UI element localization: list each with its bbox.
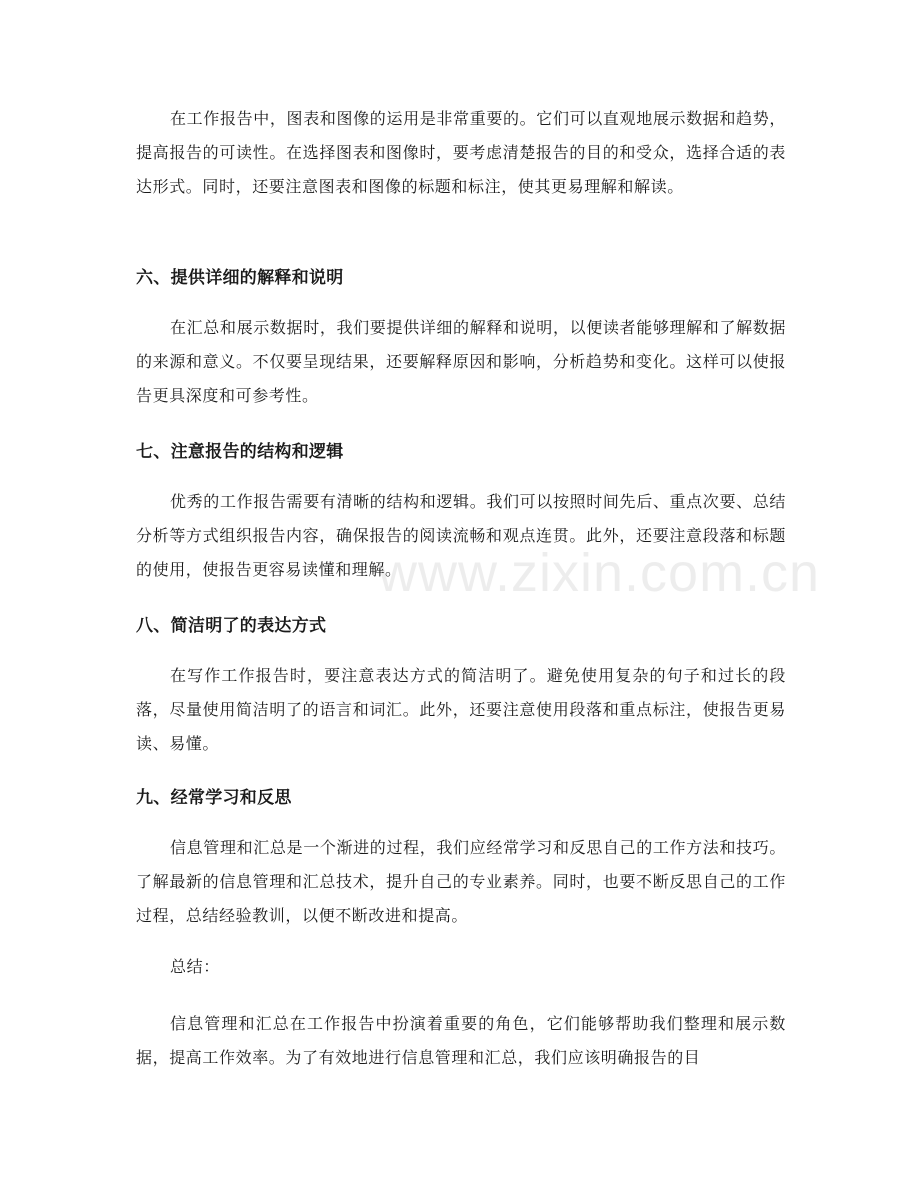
heading-text: 八、简洁明了的表达方式: [136, 616, 327, 636]
section-heading-7: [136, 440, 786, 464]
section-heading-8: [136, 614, 786, 638]
paragraph-text: 信息管理和汇总在工作报告中扮演着重要的角色，它们能够帮助我们整理和展示数据，提高工作效率。为了有效地进行信息管理和汇总，我们应该明确报告的目: [136, 1014, 786, 1067]
paragraph-text: 信息管理和汇总是一个渐进的过程，我们应经常学习和反思自己的工作方法和技巧。了解最新的信息管理和汇总技术，提升自己的专业素养。同时，也要不断反思自己的工作过程，总结经验教训，以便不断改进和提高。: [136, 838, 786, 925]
paragraph-text: 优秀的工作报告需要有清晰的结构和逻辑。我们可以按照时间先后、重点次要、总结分析等方式组织报告内容，确保报告的阅读流畅和观点连贯。此外，还要注意段落和标题的使用，使报告更容易读懂和理解。: [136, 492, 786, 579]
paragraph-text: 在工作报告中，图表和图像的运用是非常重要的。它们可以直观地展示数据和趋势，提高报告的可读性。在选择图表和图像时，要考虑清楚报告的目的和受众，选择合适的表达形式。同时，还要注意图表和图像的标题和标注，使其更易理解和解读。: [136, 109, 786, 196]
paragraph-text: 在汇总和展示数据时，我们要提供详细的解释和说明，以便读者能够理解和了解数据的来源和意义。不仅要呈现结果，还要解释原因和影响，分析趋势和变化。这样可以使报告更具深度和可参考性。: [136, 318, 786, 405]
paragraph-section-9: [136, 831, 786, 933]
heading-text: 六、提供详细的解释和说明: [136, 268, 344, 288]
section-heading-9: [136, 786, 786, 810]
paragraph-section-6: [136, 311, 786, 413]
heading-text: 七、注意报告的结构和逻辑: [136, 442, 344, 462]
paragraph-summary: [136, 1007, 786, 1075]
summary-label: [136, 950, 786, 984]
watermark: www.zixin.com.cn: [378, 543, 821, 603]
paragraph-intro: [136, 102, 786, 204]
paragraph-section-7: [136, 485, 786, 587]
summary-label-text: 总结：: [170, 957, 220, 976]
paragraph-text: 在写作工作报告时，要注意表达方式的简洁明了。避免使用复杂的句子和过长的段落，尽量使用简洁明了的语言和词汇。此外，还要注意使用段落和重点标注，使报告更易读、易懂。: [136, 666, 786, 753]
paragraph-section-8: [136, 659, 786, 761]
section-heading-6: [136, 266, 786, 290]
heading-text: 九、经常学习和反思: [136, 788, 292, 808]
